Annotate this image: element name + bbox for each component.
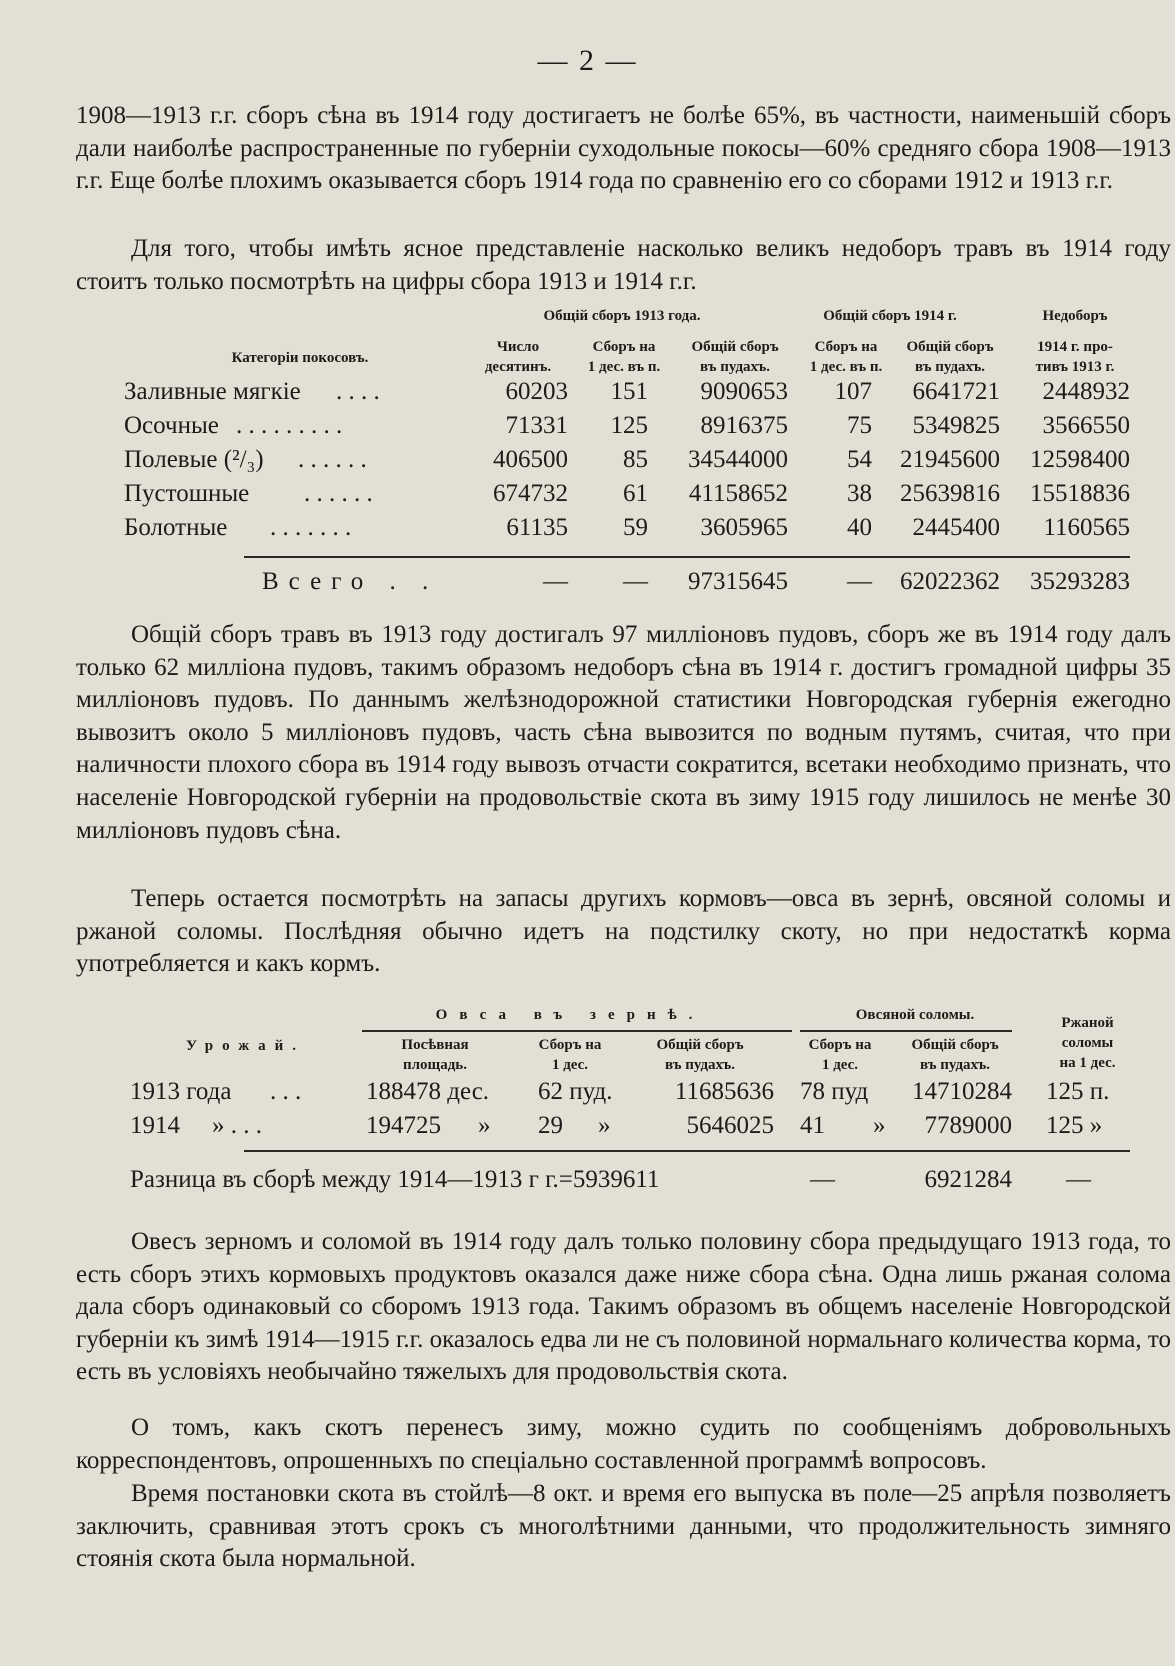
row-dots: . . . [270, 1078, 302, 1105]
cell-straw-yield: 78 пуд [800, 1078, 869, 1105]
cell-shortfall: 15518836 [1030, 480, 1130, 507]
header-group-1913: Общій сборъ 1913 года. [543, 308, 701, 324]
cell-sown: 188478 дес. [366, 1078, 490, 1105]
header-oats-total-l1: Общій сборъ [656, 1037, 744, 1053]
header-rye-l1: Ржаной [1061, 1015, 1114, 1031]
header-straw-group: Овсяной соломы. [855, 1007, 975, 1023]
header-oats-total-l2: въ пудахъ. [665, 1057, 735, 1073]
header-oats-group: Овса въ зернѣ. [435, 1007, 705, 1023]
cell-yield-1914: 38 [847, 480, 872, 507]
header-oats-rule [362, 1030, 792, 1032]
ditto-mark: » [478, 1112, 491, 1139]
header-straw-total-l1: Общій сборъ [911, 1037, 999, 1053]
header-shortfall-l3: тивъ 1913 г. [1035, 359, 1115, 375]
header-yield13-l1: Сборъ на [592, 339, 656, 355]
header-harvest: Урожай. [186, 1038, 306, 1054]
total-label: Всего . . [262, 568, 439, 595]
cell-total-1914: 25639816 [900, 480, 1000, 507]
row-year: 1914 [130, 1112, 180, 1139]
cell-area: 406500 [493, 446, 568, 473]
cell-yield-1914: 40 [847, 514, 872, 541]
cell-area: 71331 [505, 412, 568, 439]
cell-shortfall: 2448932 [1042, 378, 1130, 405]
cell-total-1913: 41158652 [688, 480, 788, 507]
table-row [0, 514, 1175, 548]
cell-oats-yield: 29 [538, 1112, 563, 1139]
total-yield-1913: — [623, 568, 648, 595]
header-total13-l1: Общій сборъ [691, 339, 779, 355]
header-shortfall-l1: Недоборъ [1042, 308, 1108, 324]
cell-yield-1913: 59 [623, 514, 648, 541]
header-total13-l2: въ пудахъ. [700, 359, 770, 375]
cell-yield-1914: 54 [847, 446, 872, 473]
ditto-mark: » [598, 1112, 611, 1139]
cell-shortfall: 1160565 [1043, 514, 1130, 541]
row-year: 1913 года [130, 1078, 232, 1105]
header-yield14-l2: 1 дес. въ п. [809, 359, 883, 375]
table-row [0, 378, 1175, 412]
cell-total-1913: 8916375 [700, 412, 788, 439]
cell-shortfall: 12598400 [1030, 446, 1130, 473]
header-area-l1: Число [496, 339, 540, 355]
row-dots: . . . . . . [304, 480, 373, 507]
total-yield-1914: — [847, 568, 872, 595]
header-rye-l3: на 1 дес. [1059, 1055, 1116, 1071]
paragraph-2: Для того, чтобы имѣть ясное представленіе насколько великъ недоборъ травъ въ 1914 году стоитъ только посмотрѣть на цифры сбора 1913 и 1914 г.г. [76, 235, 1171, 295]
total-1914: 62022362 [900, 568, 1000, 595]
cell-yield-1913: 85 [623, 446, 648, 473]
total-area: — [543, 568, 568, 595]
header-yield14-l1: Сборъ на [814, 339, 878, 355]
paragraph-3: Общій сборъ травъ въ 1913 году достигалъ 97 милліоновъ пудовъ, сборъ же въ 1914 году далъ только 62 милліона пудовъ, такимъ образомъ недоборъ сѣна въ 1914 г. достигъ громадной цифры 35 милліоновъ пудовъ. По даннымъ желѣзнодорожной статистики Новгородская губернія ежегодно вывозитъ около 5 милліоновъ пудовъ, часть сѣна вывозится по водным путямъ, считая, что при наличности плохого сбора въ 1914 году вывозъ отчасти сократится, всетаки необходимо признать, что населеніе Новгородской губерніи на продовольствіе скота въ зиму 1915 году лишилось не менѣе 30 милліоновъ пудовъ сѣна. [76, 621, 1171, 844]
header-straw-rule [800, 1030, 1012, 1032]
cell-yield-1913: 61 [623, 480, 648, 507]
paragraph-1: 1908—1913 г.г. сборъ сѣна въ 1914 году достигаетъ не болѣе 65%, въ частности, наименьшій сборъ дали наиболѣе распространенные по губерніи суходольные покосы—60% средняго сбора 1908—1913 г.г. Еще болѣе плохимъ оказывается сборъ 1914 года по сравненію его со сборами 1912 и 1913 г.г. [76, 102, 1171, 195]
cell-total-1913: 9090653 [700, 378, 788, 405]
header-oats-yield-l1: Сборъ на [538, 1037, 602, 1053]
table-total-row [0, 568, 1175, 602]
header-shortfall-l2: 1914 г. про- [1037, 339, 1113, 355]
table-row [0, 1112, 1175, 1146]
paragraph-5: Овесъ зерномъ и соломой въ 1914 году далъ только половину сбора предыдущаго 1913 года, то есть сборъ этихъ кормовыхъ продуктовъ оказался даже ниже сбора сѣна. Одна лишь ржаная солома дала сборъ одинаковый со сборомъ 1913 года. Такимъ образомъ въ общемъ населеніе Новгородской губерніи къ зимѣ 1914—1915 г.г. оказалось едва ли не съ половиной нормальнаго количества корма, то есть въ условіяхъ необычайно тяжелыхъ для продовольствія скота. [76, 1228, 1171, 1386]
cell-total-1913: 3605965 [700, 514, 788, 541]
cell-straw-total: 14710284 [912, 1078, 1012, 1105]
cell-yield-1913: 125 [610, 412, 648, 439]
table-diff-row [0, 1166, 1175, 1200]
cell-oats-yield: 62 пуд. [538, 1078, 613, 1105]
cell-oats-total: 11685636 [674, 1078, 774, 1105]
cell-rye: 125 » [1046, 1112, 1103, 1139]
row-label: Пустошные [124, 480, 250, 507]
cell-total-1913: 34544000 [688, 446, 788, 473]
header-yield13-l2: 1 дес. въ п. [587, 359, 661, 375]
row-dots: . . . . . . [298, 446, 367, 473]
cell-yield-1914: 75 [847, 412, 872, 439]
table-row [0, 1078, 1175, 1112]
total-shortfall: 35293283 [1030, 568, 1130, 595]
diff-straw: — [810, 1166, 835, 1193]
diff-rye: — [1066, 1166, 1091, 1193]
header-straw-total-l2: въ пудахъ. [920, 1057, 990, 1073]
cell-total-1914: 6641721 [912, 378, 1000, 405]
row-label: Заливные мягкіе [124, 378, 301, 405]
header-sown-l1: Посѣвная [401, 1037, 469, 1053]
header-straw-yield-l1: Сборъ на [808, 1037, 872, 1053]
cell-total-1914: 2445400 [912, 514, 1000, 541]
header-total14-l2: въ пудахъ. [915, 359, 985, 375]
table-row [0, 446, 1175, 480]
diff-straw-total: 6921284 [924, 1166, 1012, 1193]
row-dots: . . . . . . . [270, 514, 352, 541]
total-1913: 97315645 [688, 568, 788, 595]
header-area-l2: десятинъ. [484, 359, 552, 375]
cell-yield-1913: 151 [610, 378, 648, 405]
page-number: — 2 — [537, 44, 638, 77]
row-dots: . . . . [336, 378, 380, 405]
row-dots: » . . . [212, 1112, 262, 1139]
cell-oats-total: 5646025 [686, 1112, 774, 1139]
header-straw-yield-l2: 1 дес. [821, 1057, 859, 1073]
cell-area: 61135 [506, 514, 568, 541]
table-rule [244, 556, 1130, 558]
paragraph-6: О томъ, какъ скотъ перенесъ зиму, можно судить по сообщеніямъ добровольныхъ корреспондентовъ, опрошенныхъ по спеціально составленной программѣ вопросовъ. [76, 1414, 1171, 1474]
ditto-mark: » [873, 1112, 886, 1139]
cell-area: 60203 [505, 378, 568, 405]
header-rye-l2: соломы [1061, 1035, 1114, 1051]
paragraph-4: Теперь остается посмотрѣть на запасы другихъ кормовъ—овса въ зернѣ, овсяной соломы и ржаной соломы. Послѣдняя обычно идетъ на подстилку скоту, но при недостаткѣ корма употребляется и какъ кормъ. [76, 885, 1171, 978]
table-rule [244, 1150, 1130, 1152]
cell-sown: 194725 [366, 1112, 441, 1139]
header-total14-l1: Общій сборъ [906, 339, 994, 355]
row-label: Болотные [124, 514, 228, 541]
paragraph-7: Время постановки скота въ стойлѣ—8 окт. и время его выпуска въ поле—25 апрѣля позволяетъ заключить, сравнивая этотъ срокъ съ многолѣтними данными, что продолжительность зимняго стоянія скота была нормальной. [76, 1480, 1171, 1573]
header-sown-l2: площадь. [403, 1057, 467, 1073]
header-oats-yield-l2: 1 дес. [551, 1057, 589, 1073]
cell-straw-yield: 41 [800, 1112, 825, 1139]
cell-shortfall: 3566550 [1042, 412, 1130, 439]
cell-total-1914: 5349825 [912, 412, 1000, 439]
cell-area: 674732 [493, 480, 568, 507]
cell-total-1914: 21945600 [900, 446, 1000, 473]
row-label: Осочные [124, 412, 219, 439]
header-group-1914: Общій сборъ 1914 г. [823, 308, 957, 324]
diff-label: Разница въ сборѣ между 1914—1913 г г.=5939611 [130, 1166, 660, 1193]
table-row [0, 412, 1175, 446]
cell-straw-total: 7789000 [924, 1112, 1012, 1139]
row-dots: . . . . . . . . . [236, 412, 343, 439]
cell-rye: 125 п. [1046, 1078, 1110, 1105]
header-category: Категоріи покосовъ. [231, 350, 369, 366]
cell-yield-1914: 107 [834, 378, 872, 405]
table-row [0, 480, 1175, 514]
row-label: Полевые (²/₃) [124, 446, 264, 473]
